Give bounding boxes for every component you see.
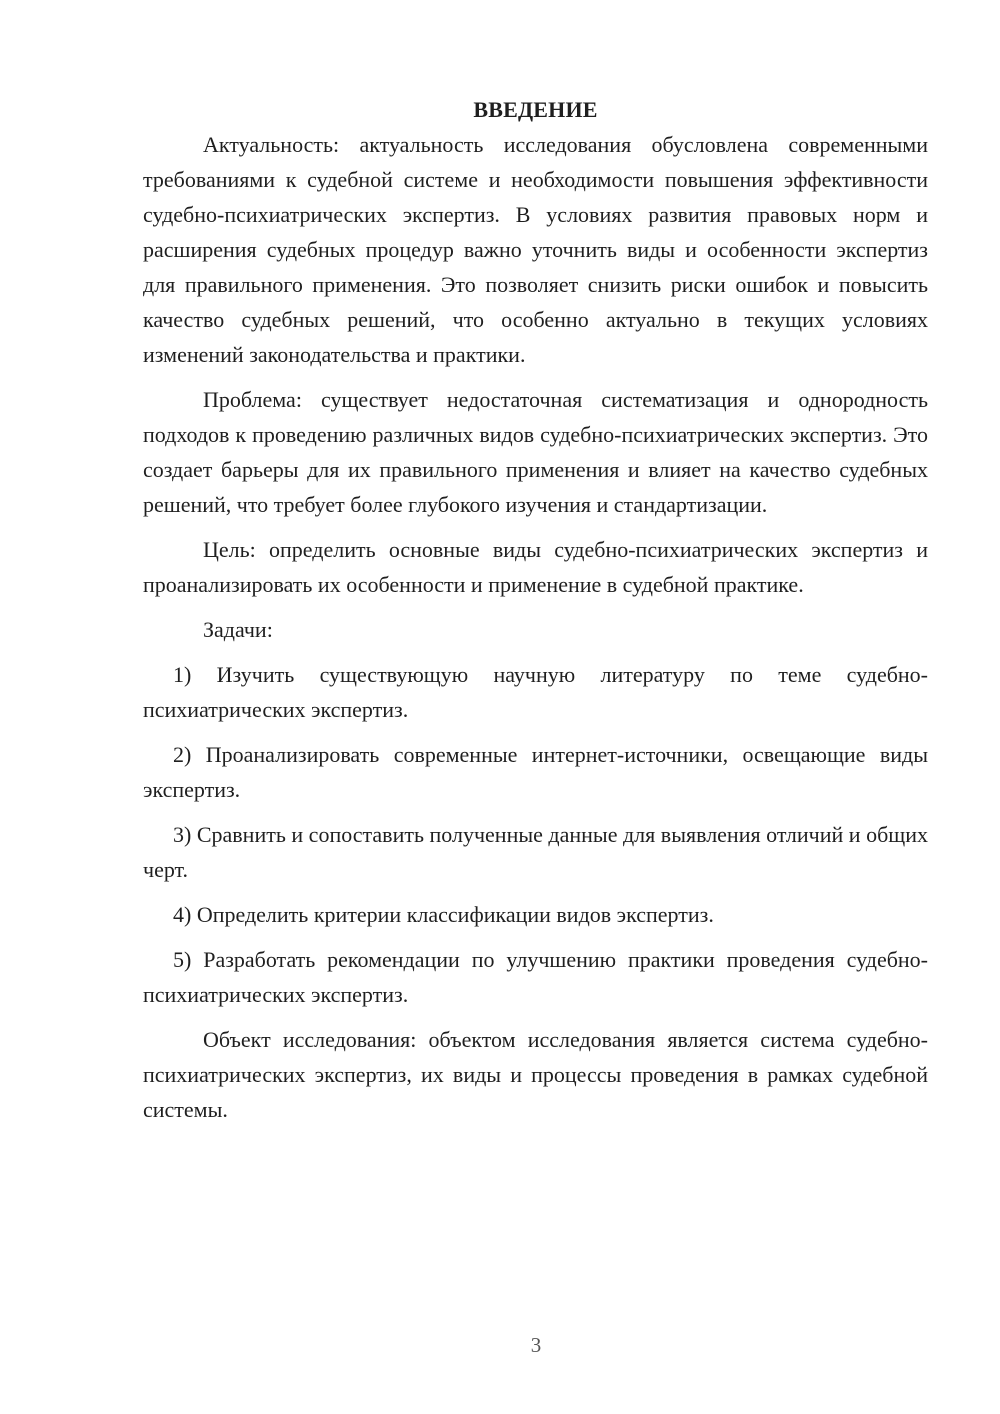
tasks-heading: Задачи:: [203, 617, 273, 642]
task-item-1: 1) Изучить существующую научную литературу по теме судебно-психиатрических экспертиз.: [143, 662, 928, 722]
task-item-4: 4) Определить критерии классификации видов экспертиз.: [173, 902, 714, 927]
document-body: [143, 92, 928, 1127]
paragraph-object: Объект исследования: объектом исследования является система судебно-психиатрических экспертиз, их виды и процессы проведения в рамках судебной системы.: [143, 1027, 928, 1122]
paragraph-goal: Цель: определить основные виды судебно-психиатрических экспертиз и проанализировать их особенности и применение в судебной практике.: [143, 537, 928, 597]
section-title: ВВЕДЕНИЕ: [473, 97, 598, 122]
page-number: 3: [530, 1333, 542, 1357]
paragraph-problem: Проблема: существует недостаточная систематизация и однородность подходов к проведению различных видов судебно-психиатрических экспертиз. Это создает барьеры для их правильного применения и влияет на качество судебных решений, что требует более глубокого изучения и стандартизации.: [143, 387, 928, 517]
task-item-3: 3) Сравнить и сопоставить полученные данные для выявления отличий и общих черт.: [143, 822, 928, 882]
task-item-2: 2) Проанализировать современные интернет-источники, освещающие виды экспертиз.: [143, 742, 928, 802]
paragraph-relevance: Актуальность: актуальность исследования обусловлена современными требованиями к судебной системе и необходимости повышения эффективности судебно-психиатрических экспертиз. В условиях развития правовых норм и расширения судебных процедур важно уточнить виды и особенности экспертиз для правильного применения. Это позволяет снизить риски ошибок и повысить качество судебных решений, что особенно актуально в текущих условиях изменений законодательства и практики.: [143, 132, 928, 367]
task-item-5: 5) Разработать рекомендации по улучшению практики проведения судебно-психиатрических экспертиз.: [143, 947, 928, 1007]
